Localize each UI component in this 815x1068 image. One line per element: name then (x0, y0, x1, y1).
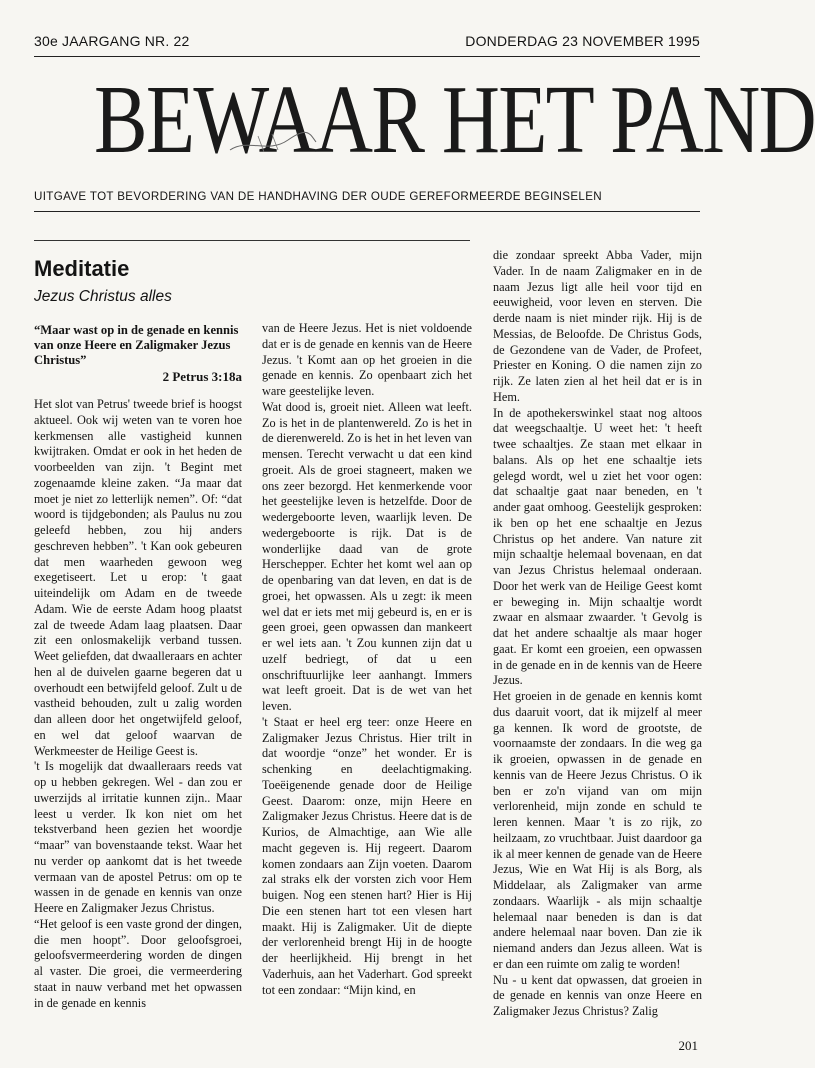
issue-number: 30e JAARGANG NR. 22 (34, 33, 190, 49)
paragraph: die zondaar spreekt Abba Vader, mijn Vader. In de naam Zaligmaker en in de naam Jezus ligt alle heil voor tijd en eeuwigheid, voor leven en sterven. Die derde naam is niet minder rijk. Hij is de Messias, de Beloofde. De Christus Gods, de Gezondene van de Vader, de Profeet, Priester en Koning. O die namen zijn zo rijk. Ze laten zien al het heil dat er is in Hem. (493, 248, 702, 404)
scripture-quote: “Maar wast op in de genade en kennis van onze Heere en Zaligmaker Jezus Christus” (34, 323, 239, 367)
issue-date: DONDERDAG 23 NOVEMBER 1995 (465, 33, 700, 49)
paragraph: Wat dood is, groeit niet. Alleen wat leeft. Zo is het in de plantenwereld. Zo is het in de dierenwereld. Zo is het in het leven van mensen. Terecht verwacht u dat een kind groeit. Als de groei stagneert, maken we ons zeer bezorgd. Het kenmerkende voor het geestelijke leven is hetzelfde. Door de wedergeboorte leven, waarlijk leven. De wedergeboorte is rijk. Dat is de wonderlijke daad van de grote Herschepper. Echter het komt wel aan op de openbaring van dat leven, en dat is de groei, het opwassen. Als u zegt: ik meen wel dat er iets met mij gebeurd is, en er is geen groei, geen opwassen dan mankeert er wel iets aan. 't Zou kunnen zijn dat u uzelf bedriegt, of dat u een onschriftuurlijke leer aanhangt. Immers wat leeft groeit. Dat is de wet van het leven. (262, 399, 472, 713)
article-column-3 (493, 248, 702, 1020)
article-column-2 (262, 321, 472, 998)
scribble-mark-icon (228, 128, 318, 158)
paragraph: 't Is mogelijk dat dwaalleraars reeds vat op u hebben gekregen. Wel - dan zou er uwerzijds al irritatie kunnen zijn.. Maar leest u verder. Ik kon niet om het tekstverband heen gezien het woordje “maar” van bovenstaande tekst. Waar het nu verder op aankomt dat is het tweede vermaan van de apostel Petrus: om op te wassen in de genade en kennis van onze Heere en Zaligmaker Jezus Christus. (34, 759, 242, 915)
column-divider (34, 240, 470, 241)
paragraph: In de apothekerswinkel staat nog altoos dat weegschaaltje. U weet het: 't heeft twee schaaltjes. Ze staan met elkaar in balans. Als op het ene schaaltje iets gelegd wordt, wel u ziet het voor ogen: dat schaaltje gaat naar beneden, en 't ander gaat omhoog. Geestelijk gesproken: ik ben op het ene schaaltje en Jezus Christus op het andere. Van nature zit mijn schaaltje helemaal bovenaan, en dat van Jezus Christus helemaal onderaan. Door het werk van de Heilige Geest komt er beweging in. Mijn schaaltje wordt zwaar en alsmaar zwaarder. 't Gevolg is dat het andere schaaltje als maar hoger gaat. Er komt een groeien, een opwassen in de genade en in de kennis van de Heere Jezus. (493, 405, 702, 688)
scripture-reference: 2 Petrus 3:18a (162, 369, 242, 384)
paragraph: “Het geloof is een vaste grond der dingen, die men hoopt”. Door geloofsgroei, geloofsvermeerdering worden de dingen al vaster. Die groei, die vermeerdering staat in nauw verband met het opwassen in de genade en kennis (34, 916, 242, 1010)
masthead-title: BEWAAR HET PAND (93, 66, 815, 174)
paragraph: 't Staat er heel erg teer: onze Heere en Zaligmaker Jezus Christus. Hier trilt in dat woordje “onze” het wonder. Er is schenking en deelachtigmaking. Toeëigenende genade door de Heilige Geest. Daarom: onze, mijn Heere en Zaligmaker Jezus Christus. Heere dat is de Kurios, de Almachtige, aan Wie alle macht gegeven is. Hij regeert. Daarom komen zondaars aan Zijn voeten. Daarom zal straks elk der vorsten zich voor Hem buigen. Nog een stenen hart? Hier is Hij Die een stenen hart tot een vlesen hart maakt. Hij is Zaligmaker. Uit de diepte der verlorenheid brengt Hij in de hoogte der heerlijkheid. Hij brengt in het Vaderhuis, aan het Vaderhart. God spreekt tot een zondaar: “Mijn kind, en (262, 714, 473, 997)
issue-line (34, 33, 700, 49)
article-subheading: Jezus Christus alles (34, 288, 172, 305)
subtitle-divider (34, 211, 700, 212)
paragraph: Het slot van Petrus' tweede brief is hoogst aktueel. Ook wij weten van te voren hoe kerkmensen alle vastigheid kunnen kwijtraken. Omdat er ook in het heden de voorbeelden van zijn. 't Begint met zogenaamde kleine zaken. “Ja maar dat moet je niet zo letterlijk nemen”. Of: “dat woord is tijdgebonden; als Paulus nu zou geleefd hebben, zou hij anders geschreven hebben”. 't Kan ook gebeuren dat men waarheden gewoon weg exegetiseert. Let u erop: 't gaat uiteindelijk om Adam en de tweede Adam. Wie de eerste Adam hoog plaatst zal de tweede Adam laag plaatsen. Daar zit een onlosmakelijk verband tussen. Weet geliefden, dat dwaalleraars en achter hen al de duivelen gaarne begeren dat u overhoudt een betwijfeld geloof. Zult u de vastheid behouden, zult u zalig worden dan alleen door het ongetwijfeld geloof, en wel dat geloof waarvan de Werkmeester de Heilige Geest is. (34, 397, 242, 758)
article-heading: Meditatie (34, 256, 130, 281)
paragraph: van de Heere Jezus. Het is niet voldoende dat er is de genade en kennis van de Heere Jezus. 't Komt aan op het groeien in die genade en kennis. Zo openbaart zich het ware geestelijke leven. (262, 321, 472, 398)
paragraph: Het groeien in de genade en kennis komt dus daaruit voort, dat ik mijzelf al meer ga kennen. Ik word de grootste, de voornaamste der zondaars. In die weg ga ik groeien, opwassen in de genade en kennis van de Heere Jezus Christus. O ik ben er zo'n vijand van om mijn verlorenheid, mijn zonde en schuld te leren kennen. Maar 't is zo rijk, zo heilzaam, zo vruchtbaar. Juist daardoor ga ik al meer kennen de genade van de Heere Jezus, Wie en Wat Hij is als Borg, als Middelaar, als Zaligmaker van arme zondaars. Waarlijk - als mijn schaaltje helemaal naar beneden is dan is dat andere helemaal naar boven. Dan zie ik niemand anders dan Jezus alleen. Wat is er dan een ruimte om zalig te worden! (493, 689, 702, 971)
masthead-subtitle: UITGAVE TOT BEVORDERING VAN DE HANDHAVING DER OUDE GEREFORMEERDE BEGINSELEN (34, 190, 603, 203)
page-number: 201 (678, 1038, 698, 1053)
paragraph: Nu - u kent dat opwassen, dat groeien in de genade en kennis van onze Heere en Zaligmaker Jezus Christus? Zalig (493, 972, 702, 1018)
article-column-1 (34, 397, 242, 1011)
